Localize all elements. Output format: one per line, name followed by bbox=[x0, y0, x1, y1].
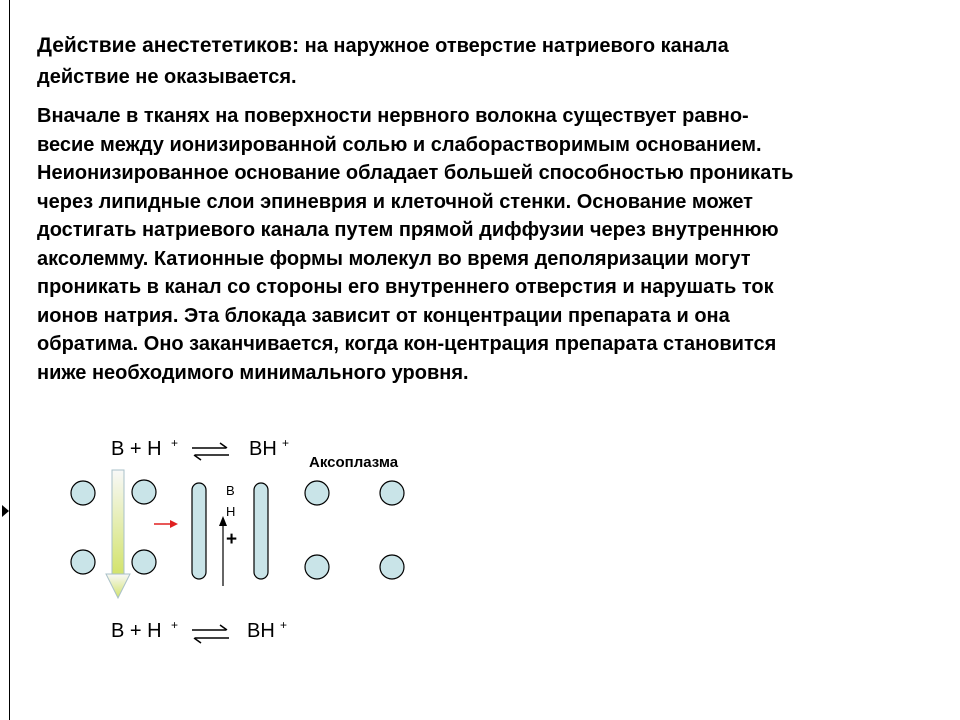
red-entry-arrow-icon bbox=[154, 520, 178, 528]
axoplasm-label: Аксоплазма bbox=[309, 454, 399, 471]
channel-label-plus: + bbox=[226, 529, 238, 550]
tissue-molecule-icon bbox=[71, 550, 95, 574]
heading-subtitle-line2: действие не оказывается. bbox=[37, 66, 297, 88]
left-border-arrowhead-icon bbox=[2, 505, 9, 517]
heading-title: Действие анестететиков: bbox=[37, 34, 300, 57]
bottom-equilibrium-arrows-icon bbox=[192, 625, 229, 643]
axoplasm-molecule-icon bbox=[380, 481, 404, 505]
channel-wall-left-icon bbox=[192, 483, 206, 579]
tissue-molecule-icon bbox=[132, 480, 156, 504]
top-eq-right-charge: + bbox=[282, 436, 290, 450]
channel-wall-right-icon bbox=[254, 483, 268, 579]
body-line: Вначале в тканях на поверхности нервного волокна существует равно- bbox=[37, 105, 749, 127]
channel-label-b: B bbox=[226, 483, 235, 498]
channel-label-h: H bbox=[226, 504, 236, 519]
body-line: весие между ионизированной солью и слаборастворимым основанием. bbox=[37, 133, 762, 156]
tissue-molecule-icon bbox=[71, 481, 95, 505]
body-line: достигать натриевого канала путем прямой диффузии через внутреннюю bbox=[37, 219, 779, 241]
body-line: ионов натрия. Эта блокада зависит от концентрации препарата и она bbox=[37, 304, 730, 327]
bottom-eq-right: BH bbox=[247, 620, 275, 642]
axoplasm-molecule-icon bbox=[380, 555, 404, 579]
diffusion-arrow-icon bbox=[106, 470, 130, 598]
body-line: проникать в канал со стороны его внутреннего отверстия и нарушать ток bbox=[37, 276, 774, 298]
bottom-eq-right-charge: + bbox=[280, 618, 288, 632]
body-line: аксолемму. Катионные формы молекул во время деполяризации могут bbox=[37, 247, 751, 270]
body-line: ниже необходимого минимального уровня. bbox=[37, 361, 469, 384]
top-equilibrium-arrows-icon bbox=[192, 443, 229, 460]
top-eq-right: BH bbox=[249, 438, 277, 460]
bottom-eq-left-charge: + bbox=[171, 618, 179, 632]
tissue-molecule-icon bbox=[132, 550, 156, 574]
axoplasm-molecule-icon bbox=[305, 481, 329, 505]
bottom-eq-left: B + H bbox=[111, 620, 162, 642]
body-line: обратима. Оно заканчивается, когда кон-центрация препарата становится bbox=[37, 333, 777, 355]
heading-subtitle-line1: на наружное отверстие натриевого канала bbox=[304, 35, 729, 57]
body-line: Неионизированное основание обладает большей способностью проникать bbox=[37, 162, 794, 184]
axoplasm-molecule-icon bbox=[305, 555, 329, 579]
top-eq-left-charge: + bbox=[171, 436, 179, 450]
body-line: через липидные слои эпиневрия и клеточной стенки. Основание может bbox=[37, 190, 753, 213]
top-eq-left: B + H bbox=[111, 438, 162, 460]
upward-arrow-icon bbox=[219, 516, 227, 586]
